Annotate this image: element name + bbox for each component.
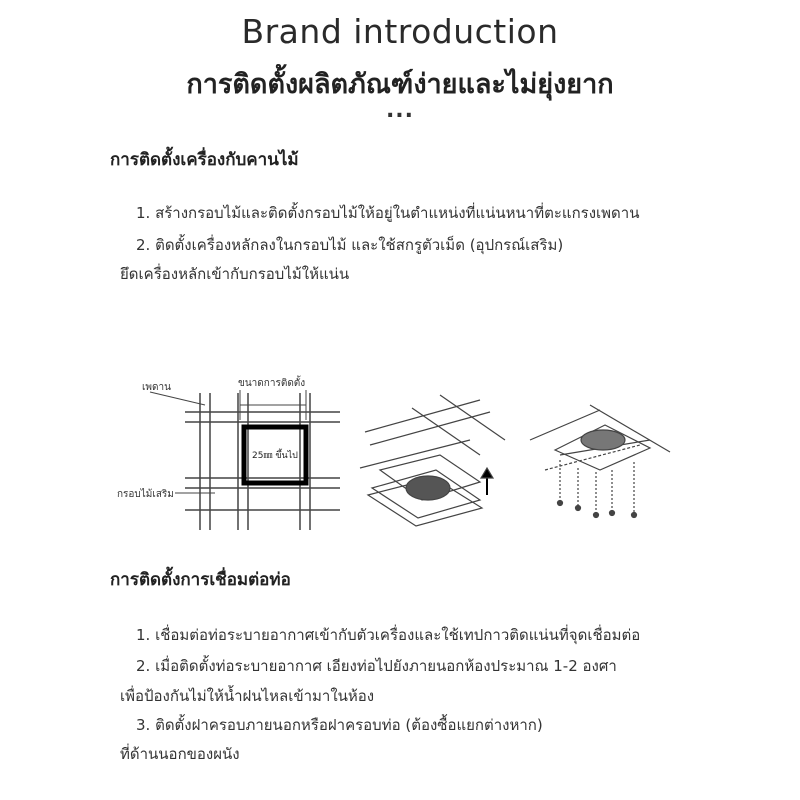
label-frame: กรอบไม้เสริม — [117, 489, 174, 500]
page-title-th: การติดตั้งผลิตภัณฑ์ง่ายและไม่ยุ่งยาก — [186, 69, 614, 100]
section1-line-1: 1. สร้างกรอบไม้และติดตั้งกรอบไม้ให้อยู่ในตำแหน่งที่แน่นหนาที่ตะแกรงเพดาน — [136, 204, 640, 222]
section2-line-4: 3. ติดตั้งฝาครอบภายนอกหรือฝาครอบท่อ (ต้องซื้อแยกต่างหาก) — [136, 716, 543, 734]
section2-line-5: ที่ด้านนอกของผนัง — [120, 745, 240, 763]
label-install-size: ขนาดการติดตั้ง — [238, 378, 306, 389]
unit-insertion-diagram — [360, 395, 505, 526]
label-25mm: 25㎜ ขึ้นไป — [252, 451, 298, 461]
title-dots: ... — [385, 98, 415, 123]
page-title-en: Brand introduction — [241, 12, 559, 51]
section2-heading: การติดตั้งการเชื่อมต่อท่อ — [110, 570, 291, 590]
section2-line-1: 1. เชื่อมต่อท่อระบายอากาศเข้ากับตัวเครื่องและใช้เทปกาวติดแน่นที่จุดเชื่อมต่อ — [136, 626, 641, 644]
installation-diagrams — [0, 360, 800, 540]
section2-line-2: 2. เมื่อติดตั้งท่อระบายอากาศ เอียงท่อไปยังภายนอกห้องประมาณ 1-2 องศา — [136, 657, 617, 675]
section1-line-3: ยึดเครื่องหลักเข้ากับกรอบไม้ให้แน่น — [120, 265, 350, 283]
section1-heading: การติดตั้งเครื่องกับคานไม้ — [110, 150, 299, 170]
screw-mount-diagram — [530, 405, 670, 518]
section2-line-3: เพื่อป้องกันไม่ให้น้ำฝนไหลเข้ามาในห้อง — [120, 687, 375, 705]
section1-line-2: 2. ติดตั้งเครื่องหลักลงในกรอบไม้ และใช้สกรูตัวเม็ด (อุปกรณ์เสริม) — [136, 236, 564, 254]
label-ceiling: เพดาน — [142, 382, 171, 393]
ceiling-grid-diagram — [150, 390, 340, 530]
